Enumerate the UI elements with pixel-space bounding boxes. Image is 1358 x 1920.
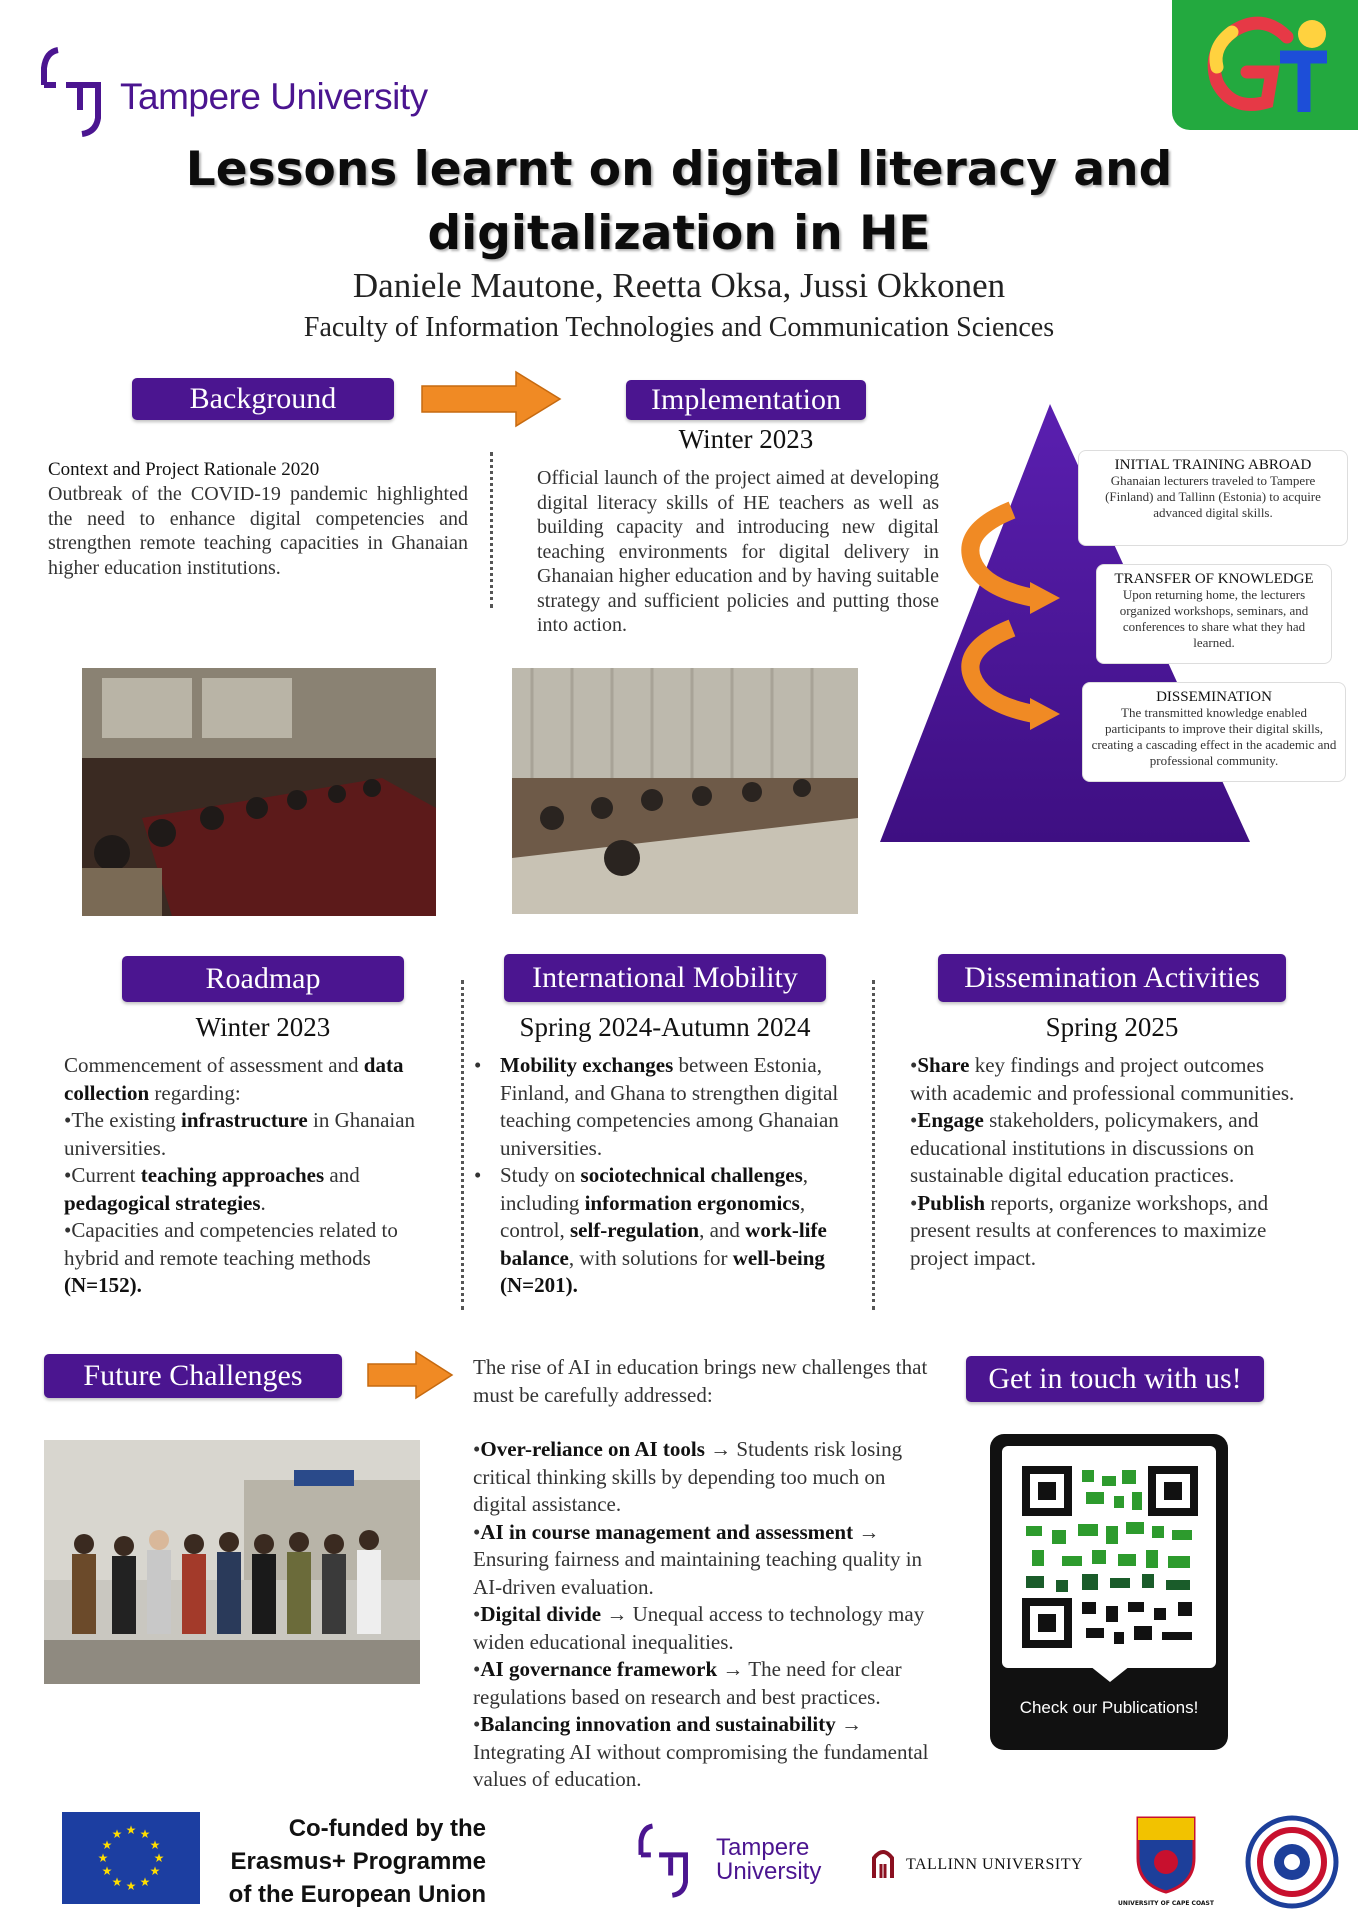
poster-title: [0, 138, 1358, 266]
cape-coast-crest-icon: [1118, 1814, 1214, 1894]
qr-card[interactable]: [990, 1434, 1228, 1750]
implementation-text: Official launch of the project aimed at developing digital literacy skills of HE teachers as well as building capacity and introducing new digital teaching environments for digital delivery in Ghanaian higher education and by having suitable strategy and sufficient policies and putting those into action.: [537, 467, 939, 636]
roadmap-item: •Capacities and competencies related to hybrid and remote teaching methods (N=152).: [64, 1218, 398, 1297]
dissemination-text: [910, 1052, 1302, 1272]
future-item: •Balancing innovation and sustainability → Integrating AI without compromising the fundamental values of education.: [473, 1712, 929, 1791]
tallinn-emblem-icon: [870, 1846, 896, 1880]
roadmap-intro: Commencement of assessment and data collection regarding:: [64, 1053, 404, 1105]
tampere-logo: [38, 40, 458, 140]
cape-coast-text: UNIVERSITY OF CAPE COAST: [1118, 1900, 1214, 1907]
workshop-photo-1: [82, 668, 436, 916]
tampere-footer-line: University: [716, 1858, 822, 1885]
svg-text:★: ★: [139, 1875, 151, 1889]
roadmap-item: •The existing infrastructure in Ghanaian universities.: [64, 1108, 416, 1160]
project-logo-icon: [1192, 12, 1342, 122]
dissemination-item: •Share key findings and project outcomes with academic and professional communities.: [910, 1053, 1295, 1105]
pyramid-tier-training: [1078, 450, 1348, 546]
svg-text:★: ★: [153, 1851, 165, 1865]
svg-text:★: ★: [139, 1827, 151, 1841]
future-item: •AI in course management and assessment → Ensuring fairness and maintaining teaching quality in AI-driven evaluation.: [473, 1519, 923, 1599]
eu-flag: [62, 1812, 200, 1904]
dissemination-season: Spring 2025: [1045, 1012, 1179, 1042]
future-item: •Over-reliance on AI tools → Students risk losing critical thinking skills by depending too much on digital assistance.: [473, 1437, 903, 1516]
svg-text:★: ★: [111, 1827, 123, 1841]
project-logo-badge: [1172, 0, 1358, 130]
svg-text:★: ★: [149, 1864, 161, 1878]
svg-text:★: ★: [97, 1851, 109, 1865]
partner-university-seal-icon: [1244, 1814, 1340, 1910]
tampere-logo-mark-icon: [636, 1814, 702, 1904]
tier-text: Upon returning home, the lecturers organized workshops, seminars, and conferences to share what they had learned.: [1119, 587, 1309, 650]
svg-text:★: ★: [101, 1864, 113, 1878]
implementation-season: Winter 2023: [678, 424, 814, 454]
implementation-heading: Implementation: [626, 380, 866, 420]
divider: [490, 452, 493, 608]
workshop-photo-2: [512, 668, 858, 914]
mobility-heading: International Mobility: [504, 954, 826, 1002]
future-heading: Future Challenges: [44, 1354, 342, 1398]
future-intro: The rise of AI in education brings new challenges that must be carefully addressed:: [473, 1355, 928, 1407]
divider: [872, 980, 875, 1310]
roadmap-season: Winter 2023: [195, 1012, 331, 1042]
future-item: •AI governance framework → The need for clear regulations based on research and best practices.: [473, 1657, 902, 1709]
cape-coast-logo: [1118, 1814, 1214, 1910]
background-subheading: Context and Project Rationale 2020: [48, 459, 320, 480]
background-heading: Background: [132, 378, 394, 420]
svg-text:★: ★: [125, 1879, 137, 1893]
pyramid-tier-transfer: [1096, 564, 1332, 664]
background-text: Outbreak of the COVID-19 pandemic highlighted the need to enhance digital competencies and strengthen remote teaching capacities in Ghanaian higher education institutions.: [48, 483, 468, 579]
speech-notch-icon: [1090, 1666, 1130, 1686]
cofunded-text: [206, 1812, 486, 1911]
tallinn-text: TALLINN UNIVERSITY: [906, 1856, 1084, 1873]
svg-text:★: ★: [125, 1823, 137, 1837]
divider: [461, 980, 464, 1310]
cofunded-line: Co-funded by the: [288, 1815, 486, 1842]
tampere-logo-text: Tampere University: [120, 76, 428, 117]
mobility-text: [474, 1052, 866, 1300]
tampere-footer-logo: [636, 1814, 836, 1910]
tier-text: Ghanaian lecturers traveled to Tampere (Finland) and Tallinn (Estonia) to acquire advanced digital skills.: [1105, 473, 1321, 520]
poster-title-line-2: digitalization in HE: [427, 206, 931, 261]
tier-title: DISSEMINATION: [1156, 689, 1272, 705]
authors: Daniele Mautone, Reetta Oksa, Jussi Okkonen: [352, 266, 1006, 305]
tampere-footer-line: Tampere: [716, 1834, 810, 1861]
mobility-item: • Study on sociotechnical challenges, including information ergonomics, control, self-regulation, and work-life balance, with solutions for well-being (N=201).: [474, 1163, 827, 1297]
pyramid-tier-dissemination: [1082, 682, 1346, 782]
svg-text:★: ★: [111, 1875, 123, 1889]
qr-code-icon: [1002, 1446, 1216, 1668]
dissemination-item: •Publish reports, organize workshops, and present results at conferences to maximize project impact.: [910, 1190, 1269, 1270]
arrow-right-icon: [366, 1350, 454, 1400]
arrow-right-icon: [420, 370, 564, 428]
roadmap-item: •Current teaching approaches and pedagogical strategies.: [64, 1163, 360, 1215]
eu-stars-icon: [62, 1812, 200, 1904]
group-photo: [44, 1440, 420, 1684]
tier-text: The transmitted knowledge enabled participants to improve their digital skills, creating a cascading effect in the academic and professional community.: [1091, 705, 1337, 768]
svg-text:★: ★: [101, 1838, 113, 1852]
tier-title: TRANSFER OF KNOWLEDGE: [1114, 571, 1314, 587]
qr-caption: Check our Publications!: [1019, 1698, 1199, 1717]
roadmap-heading: Roadmap: [122, 956, 404, 1002]
poster-title-line-1: Lessons learnt on digital literacy and: [185, 142, 1173, 197]
cofunded-line: Erasmus+ Programme: [230, 1848, 486, 1875]
cofunded-line: of the European Union: [228, 1881, 486, 1908]
roadmap-text: [64, 1052, 442, 1300]
tampere-logo-mark-icon: [38, 40, 118, 140]
mobility-season: Spring 2024-Autumn 2024: [519, 1012, 811, 1042]
dissemination-item: •Engage stakeholders, policymakers, and educational institutions in discussions on sustainable digital education practices.: [910, 1108, 1259, 1187]
dissemination-heading: Dissemination Activities: [938, 954, 1286, 1002]
cascade-arrow-icon: [952, 500, 1062, 740]
future-item: •Digital divide → Unequal access to technology may widen educational inequalities.: [473, 1602, 925, 1654]
contact-heading: Get in touch with us!: [966, 1356, 1264, 1402]
mobility-item: • Mobility exchanges between Estonia, Finland, and Ghana to strengthen digital teaching competencies among Ghanaian universities.: [474, 1053, 839, 1160]
tallinn-logo: [870, 1846, 1090, 1882]
faculty: Faculty of Information Technologies and Communication Sciences: [303, 312, 1055, 343]
tier-title: INITIAL TRAINING ABROAD: [1114, 457, 1312, 473]
tampere-footer-text: [716, 1836, 821, 1884]
svg-text:★: ★: [149, 1838, 161, 1852]
future-list: [473, 1436, 933, 1794]
